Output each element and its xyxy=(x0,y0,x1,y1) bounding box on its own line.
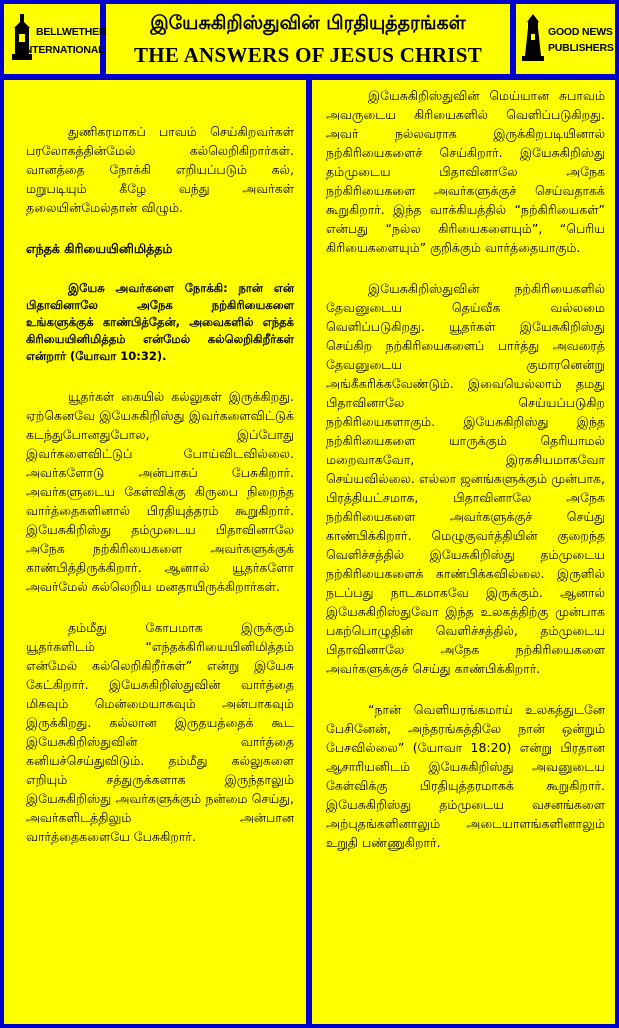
right-paragraph-2: இயேசுகிறிஸ்துவின் நற்கிரியைகளில் தேவனுடைய தெய்வீக வல்லமை வெளிப்படுகிறது. யூதர்கள் இயேசுகிறிஸ்து செய்கிற நற்கிரியைகளைப் பார்த்து அவரைத் தேவனுடைய குமாரனென்று அங்கீகரிக்கவேண்டும். இவையெல்லாம் தமது பிதாவினாலே செய்யப்படுகிற நற்கிரியைகளாகும். இயேசுகிறிஸ்து இந்த நற்கிரியைகளை யாருக்கும் தெரியாமல் மறைவாகவோ, இரகசியமாகவோ செய்யவில்லை. எல்லா ஜனங்களுக்கும் முன்பாக, பிரத்தியட்சமாக, பிதாவினாலே அநேக நற்கிரியைகளை அவர்களுக்குச் செய்து காண்பிக்கிறார். மெழுகுவர்த்தியின் குறைந்த வெளிச்சத்தில் இயேசுகிறிஸ்து தம்முடைய நற்கிரியைகளைக் காண்பிக்கவில்லை. இருளில் நடப்பது நாடகமாகவே இருக்கும். ஆனால் இயேசுகிறிஸ்துவோ இந்த உலகத்திற்கு முன்பாக பகற்பொழுதின் வெளிச்சத்தில், தம்முடைய பிதாவினாலே அநேக நற்கிரியைகளை அவர்களுக்குச் செய்து காண்பிக்கிறார். xyxy=(326,281,605,676)
right-logo-line2: PUBLISHERS xyxy=(548,42,614,54)
left-logo-line1: BELLWETHER xyxy=(36,26,107,38)
good-news-logo xyxy=(516,4,615,74)
title-banner xyxy=(106,4,510,74)
right-column xyxy=(312,80,615,1024)
title-english: THE ANSWERS OF JESUS CHRIST xyxy=(133,43,483,67)
left-paragraph-2: யூதர்கள் கையில் கல்லுகள் இருக்கிறது. ஏற்கெனவே இயேசுகிறிஸ்து இவர்களைவிட்டுக் கடந்துபோனதுபோல, இப்போது இவர்களைவிட்டுப் போய்விடவில்லை. அவர்களோடு அன்பாகப் பேசுகிறார். அவர்களுடைய கேள்விக்கு கிருபை நிறைந்த வார்த்தைகளினால் பிரதியுத்தரம் கூறுகிறார். இயேசுகிறிஸ்து தம்முடைய பிதாவினாலே அநேக நற்கிரியைகளை அவர்களுக்குக் காண்பித்திருக்கிறார். ஆனால் யூதர்களோ அவர்மேல் கல்லெறிய மனதாயிருக்கிறார்கள். xyxy=(26,389,294,594)
left-logo-line2: INTERNATIONAL xyxy=(22,44,105,56)
left-paragraph-1: துணிகரமாகப் பாவம் செய்கிறவர்கள் பரலோகத்தின்மேல் கல்லெறிகிறார்கள். வானத்தை நோக்கி எறியப்படும் கல், மறுபடியும் கீழே வந்து அவர்கள் தலையின்மேல்தான் விழும். xyxy=(26,124,294,215)
left-paragraph-3: தம்மீது கோபமாக இருக்கும் யூதர்களிடம் “எந்தக்கிரியையினிமித்தம் என்மேல் கல்லெறிகிறீர்கள்” என்று இயேசு கேட்கிறார். இயேசுகிறிஸ்துவின் வார்த்தை மிகவும் மென்மையாகவும் அன்பாகவும் இருக்கிறது. கல்லான இருதயத்தைக் கூட இயேசுகிறிஸ்துவின் வார்த்தை கனியச்செய்துவிடும். தம்மீது கல்லுகளை எறியும் சத்துருக்களாக இருந்தாலும் இயேசுகிறிஸ்து அவர்களுக்கும் நன்மை செய்து, அவர்களிடத்திலும் அன்பான வார்த்தைகளையே பேசுகிறார். xyxy=(26,620,294,844)
right-paragraph-1: இயேசுகிறிஸ்துவின் மெய்யான சுபாவம் அவருடைய கிரியைகளில் வெளிப்படுகிறது. அவர் நல்லவராக இருக்கிறபடியினால் நற்கிரியைகளைச் செய்கிறார். இயேசுகிறிஸ்து தம்முடைய பிதாவினாலே அநேக நற்கிரியைகளை அவர்களுக்குச் செய்வதாகக் கூறுகிறார். இந்த வாக்கியத்தில் “நற்கிரியைகள்” என்பது “நல்ல கிரியைகளையும்”, “பெரிய கிரியைகளையும்” குறிக்கும் வார்த்தையாகும். xyxy=(326,88,605,255)
right-paragraph-3: “நான் வெளியரங்கமாய் உலகத்துடனே பேசினேன், அந்தரங்கத்திலே நான் ஒன்றும் பேசவில்லை” (யோவா 18:20) என்று பிரதான ஆசாரியனிடம் இயேசுகிறிஸ்து அவனுடைய கேள்விக்கு பிரதியுத்தரமாகக் கூறுகிறார். இயேசுகிறிஸ்து தம்முடைய வசனங்களை அற்புதங்களினாலும் அடையாளங்களினாலும் உறுதி பண்ணுகிறார். xyxy=(326,702,605,850)
right-logo-line1: GOOD NEWS xyxy=(548,26,613,38)
left-column xyxy=(4,80,306,1024)
title-tamil: இயேசுகிறிஸ்துவின் பிரதியுத்தரங்கள் xyxy=(150,12,466,34)
bellwether-logo xyxy=(4,4,107,74)
lighthouse-icon xyxy=(522,14,544,62)
section-heading: எந்தக் கிரியையினிமித்தம் xyxy=(26,241,173,256)
scripture-verse: இயேசு அவர்களை நோக்கி: நான் என் பிதாவினாலே அநேக நற்கிரியைகளை உங்களுக்குக் காண்பித்தேன், அவைகளில் எந்தக் கிரியையினிமித்தம் என்மேல் கல்லெறிகிறீர்கள் என்றார் (யோவா 10:32). xyxy=(26,281,294,363)
